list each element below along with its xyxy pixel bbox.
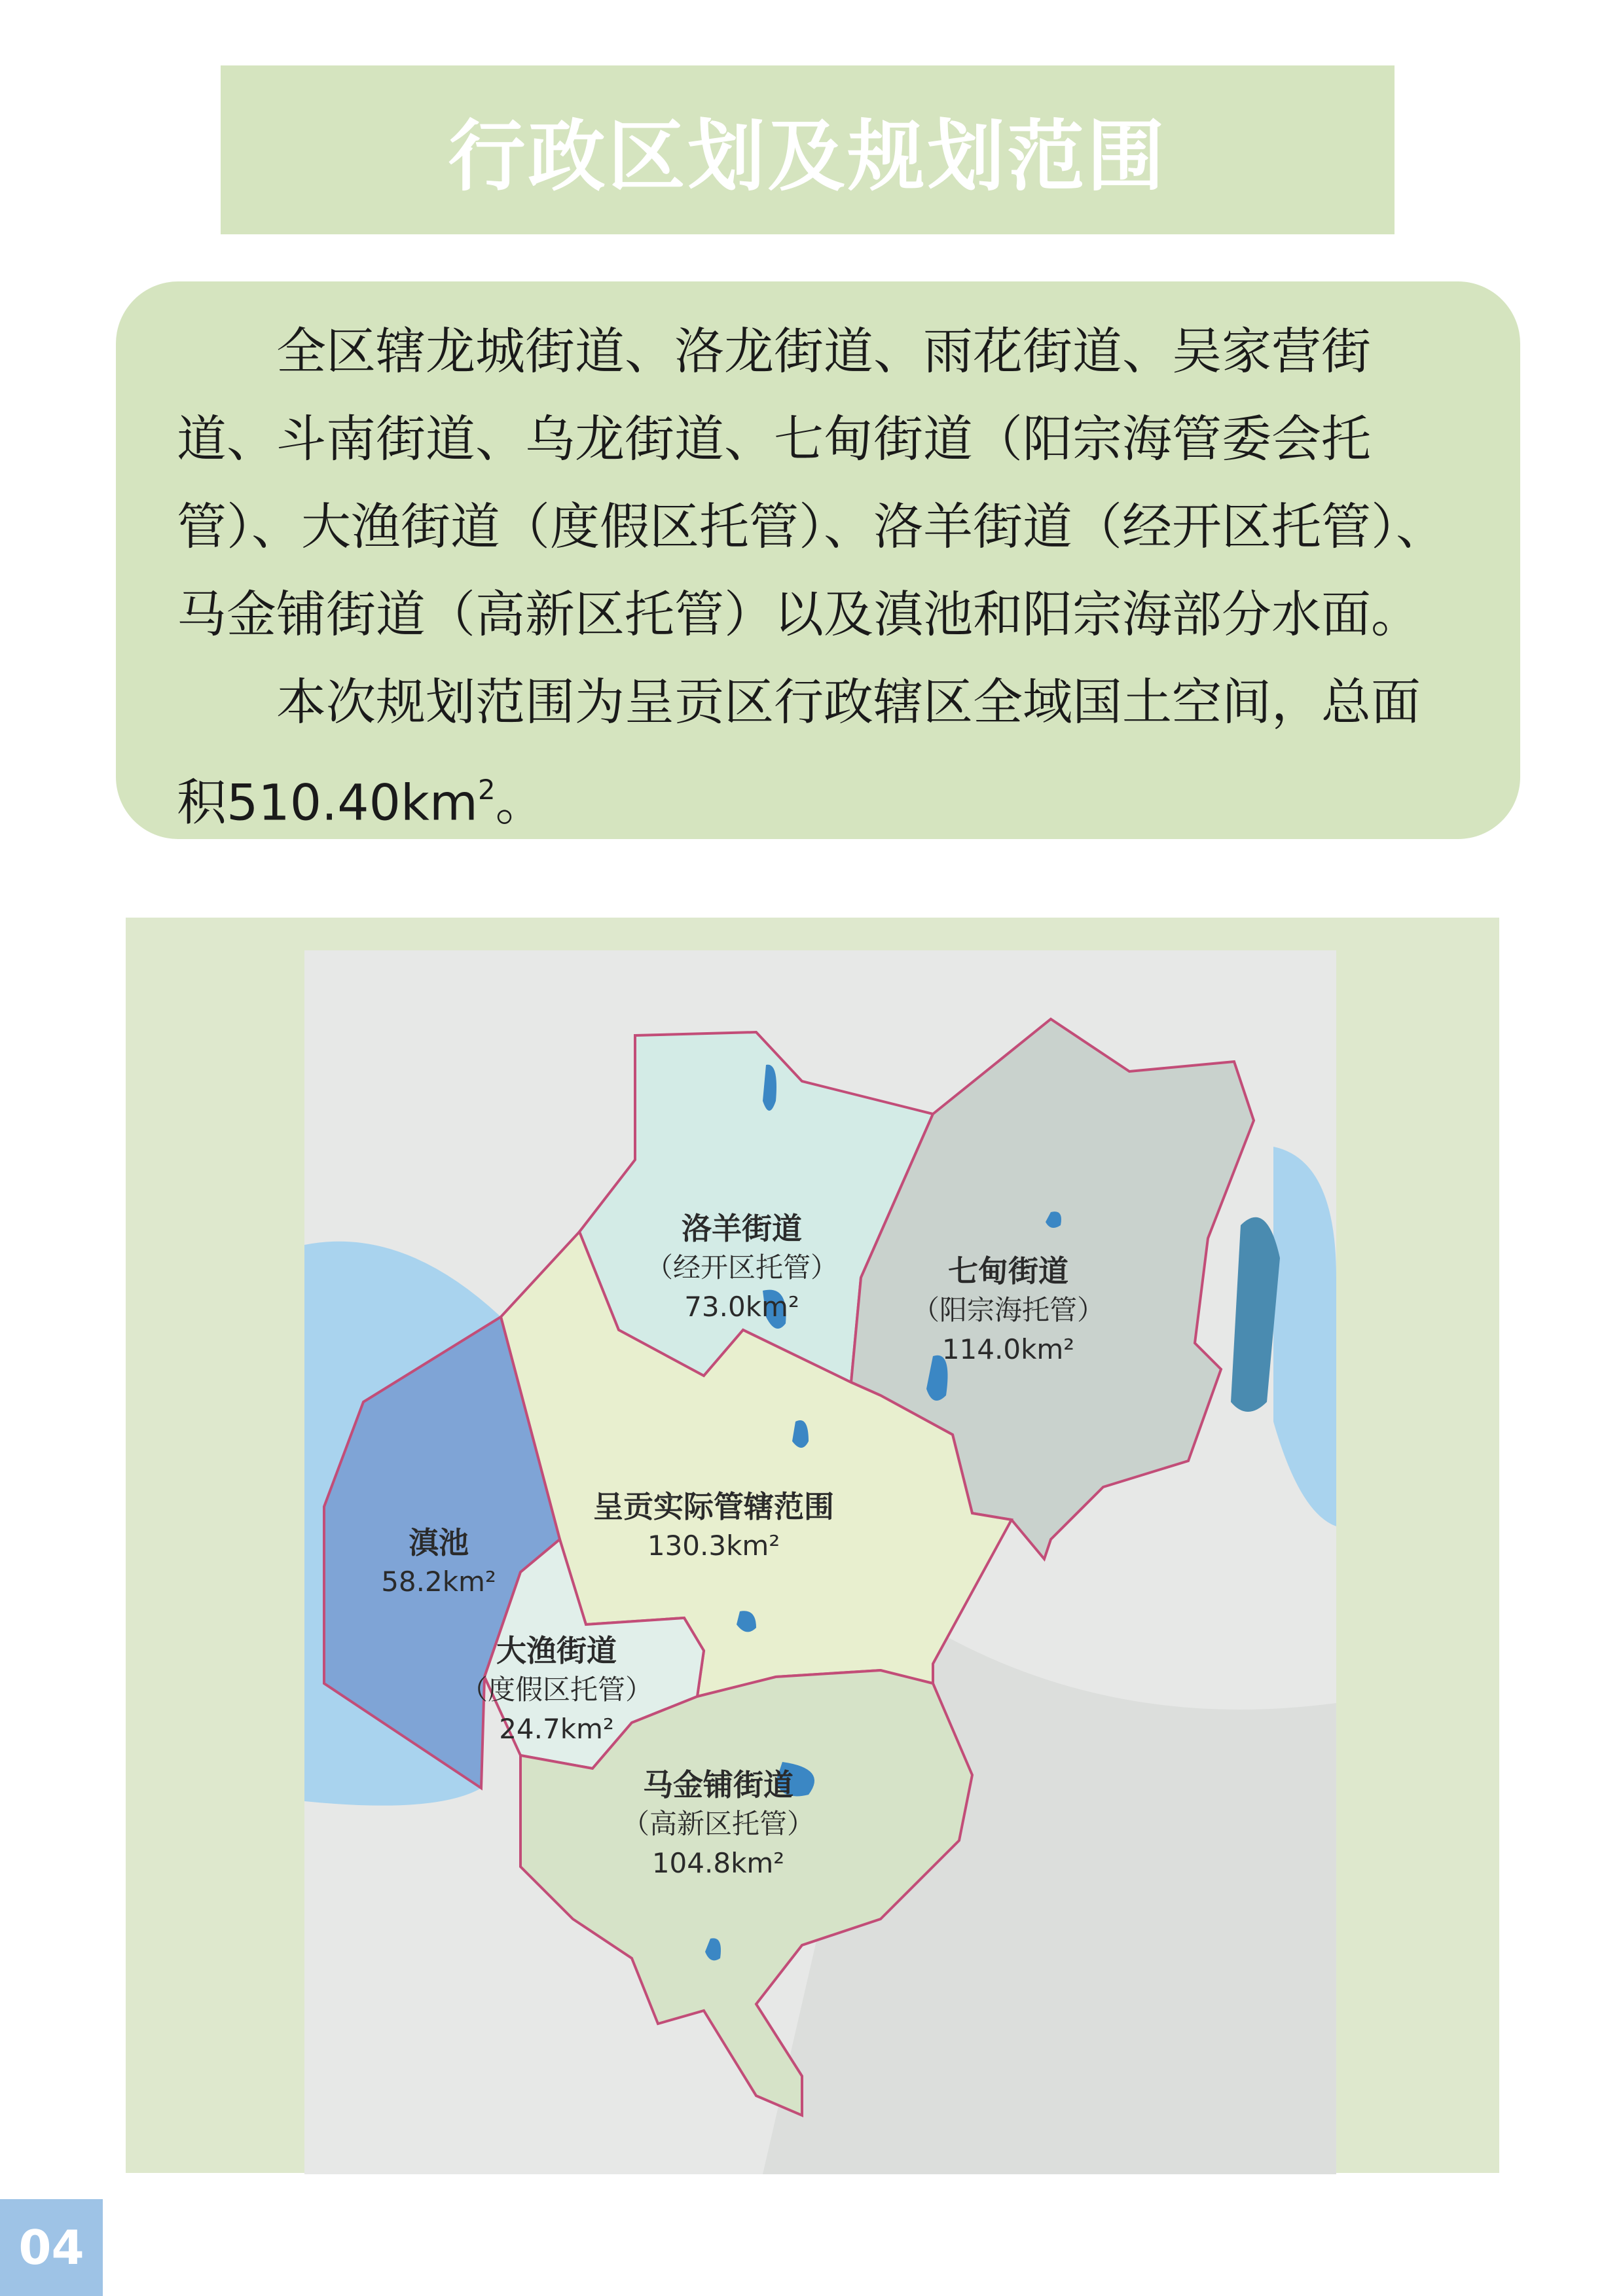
label-dianchi [381, 1523, 496, 1602]
label-qidian-area: 114.0km² [941, 1333, 1075, 1365]
label-majinpu-name: 马金铺街道 [642, 1767, 793, 1803]
intro-paragraph-2-end: 。 [495, 773, 545, 832]
label-dianchi-area: 58.2km² [381, 1566, 496, 1598]
label-majinpu [622, 1765, 814, 1883]
map-frame [126, 918, 1499, 2173]
superscript-2: 2 [477, 774, 496, 806]
label-dayu-area: 24.7km² [499, 1713, 614, 1745]
label-dianchi-name: 滇池 [409, 1525, 469, 1560]
intro-paragraph-1: 全区辖龙城街道、洛龙街道、雨花街道、吴家营街道、斗南街道、乌龙街道、七甸街道（阳宗海管委会托管）、大渔街道（度假区托管）、洛羊街道（经开区托管）、马金铺街道（高新区托管）以及滇池和阳宗海部分水面。 [177, 322, 1446, 643]
label-dayu [460, 1631, 653, 1749]
intro-paragraph-2-text: 本次规划范围为呈贡区行政辖区全域国土空间，总面积510.40km [177, 673, 1421, 832]
district-map [304, 950, 1336, 2174]
label-qidian-name: 七甸街道 [947, 1253, 1068, 1289]
label-majinpu-area: 104.8km² [651, 1847, 785, 1879]
title-banner [221, 65, 1395, 234]
label-dayu-note: （度假区托管） [460, 1674, 653, 1706]
label-luoyang-note: （经开区托管） [645, 1251, 839, 1283]
label-luoyang-area: 73.0km² [684, 1291, 799, 1323]
label-qidian-note: （阳宗海托管） [911, 1294, 1105, 1326]
page-title: 行政区划及规划范围 [448, 111, 1167, 202]
label-majinpu-note: （高新区托管） [621, 1808, 815, 1840]
label-chenggong [593, 1487, 834, 1566]
label-chenggong-name: 呈贡实际管辖范围 [593, 1489, 834, 1524]
page-number: 04 [0, 2199, 103, 2296]
label-luoyang-name: 洛羊街道 [681, 1211, 802, 1246]
label-dayu-name: 大渔街道 [496, 1633, 617, 1668]
label-chenggong-area: 130.3km² [647, 1530, 780, 1562]
intro-box [116, 281, 1520, 839]
intro-paragraph-2 [177, 658, 1448, 846]
label-luoyang [646, 1209, 838, 1327]
label-qidian [912, 1251, 1104, 1369]
